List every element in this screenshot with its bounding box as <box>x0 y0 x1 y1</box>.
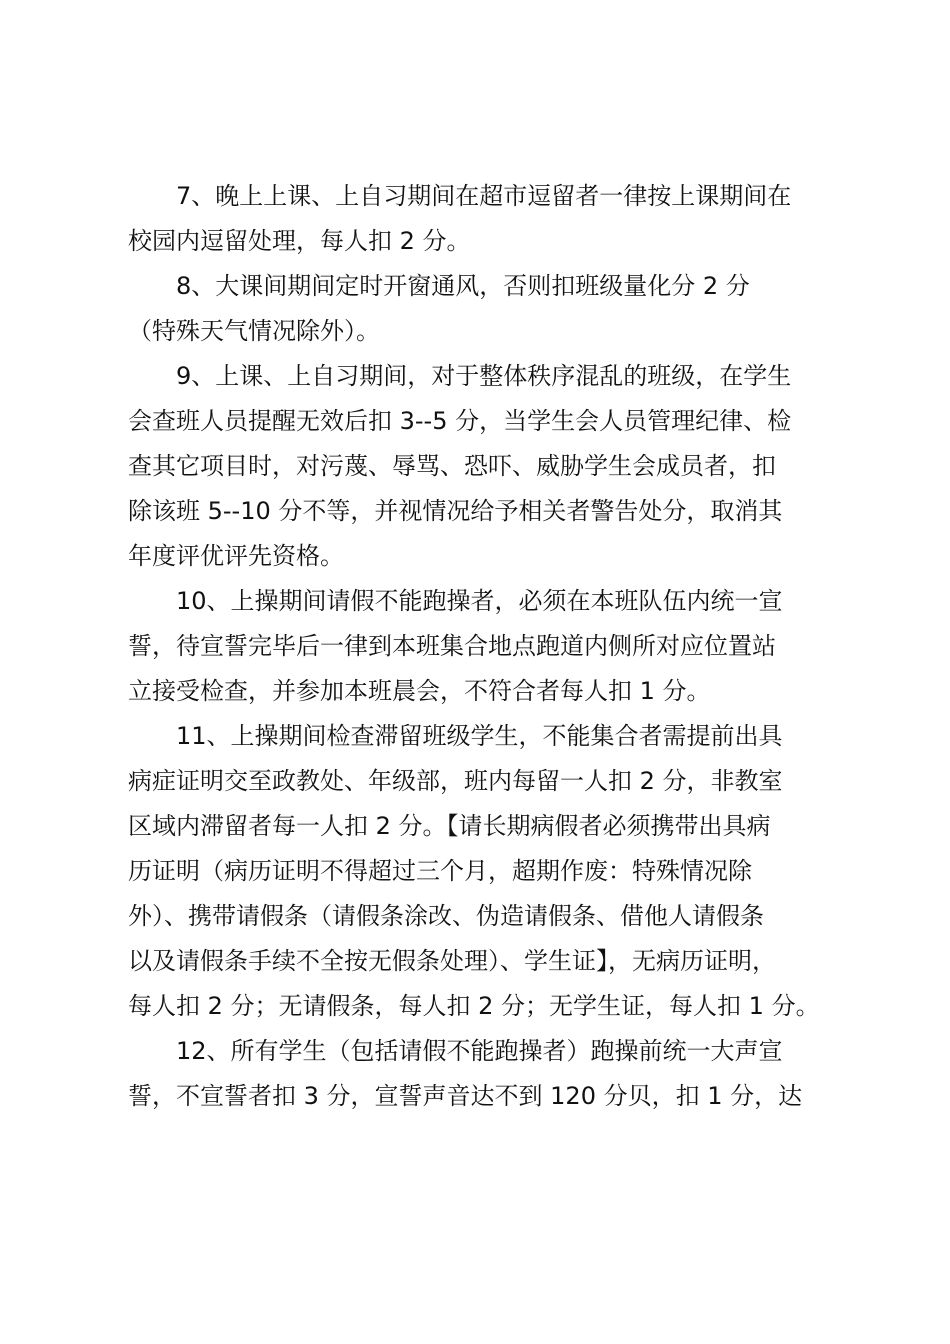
text-line: 7、晚上上课、上自习期间在超市逗留者一律按上课期间在 <box>176 182 792 210</box>
text-line: 区域内滞留者每一人扣 2 分。【请长期病假者必须携带出具病 <box>128 812 771 840</box>
paragraph-9 <box>128 354 834 579</box>
paragraph-12 <box>128 1029 834 1119</box>
text-line: 10、上操期间请假不能跑操者，必须在本班队伍内统一宣 <box>176 587 783 615</box>
text-line: 11、上操期间检查滞留班级学生，不能集合者需提前出具 <box>176 722 783 750</box>
text-line: 8、大课间期间定时开窗通风，否则扣班级量化分 2 分 <box>176 272 750 300</box>
text-line: 校园内逗留处理，每人扣 2 分。 <box>128 227 471 255</box>
document-body <box>128 174 834 1119</box>
paragraph-7 <box>128 174 834 264</box>
text-line: 立接受检查，并参加本班晨会，不符合者每人扣 1 分。 <box>128 677 711 705</box>
text-line: 查其它项目时，对污蔑、辱骂、恐吓、威胁学生会成员者，扣 <box>128 452 776 480</box>
text-line: 病症证明交至政教处、年级部，班内每留一人扣 2 分，非教室 <box>128 767 783 795</box>
text-line: 年度评优评先资格。 <box>128 542 344 570</box>
text-line: 9、上课、上自习期间，对于整体秩序混乱的班级，在学生 <box>176 362 792 390</box>
text-line: 历证明（病历证明不得超过三个月，超期作废：特殊情况除 <box>128 857 752 885</box>
paragraph-11 <box>128 714 834 1029</box>
text-line: 除该班 5--10 分不等，并视情况给予相关者警告处分，取消其 <box>128 497 783 525</box>
text-line: （特殊天气情况除外）。 <box>128 317 380 345</box>
paragraph-10 <box>128 579 834 714</box>
text-line: 誓，待宣誓完毕后一律到本班集合地点跑道内侧所对应位置站 <box>128 632 776 660</box>
text-line: 誓，不宣誓者扣 3 分，宣誓声音达不到 120 分贝，扣 1 分，达 <box>128 1082 803 1110</box>
text-line: 以及请假条手续不全按无假条处理）、学生证】，无病历证明， <box>128 947 776 975</box>
text-line: 会查班人员提醒无效后扣 3--5 分，当学生会人员管理纪律、检 <box>128 407 792 435</box>
paragraph-8 <box>128 264 834 354</box>
text-line: 每人扣 2 分；无请假条，每人扣 2 分；无学生证，每人扣 1 分。 <box>128 992 820 1020</box>
text-line: 12、所有学生（包括请假不能跑操者）跑操前统一大声宣 <box>176 1037 783 1065</box>
text-line: 外）、携带请假条（请假条涂改、伪造请假条、借他人请假条 <box>128 902 764 930</box>
